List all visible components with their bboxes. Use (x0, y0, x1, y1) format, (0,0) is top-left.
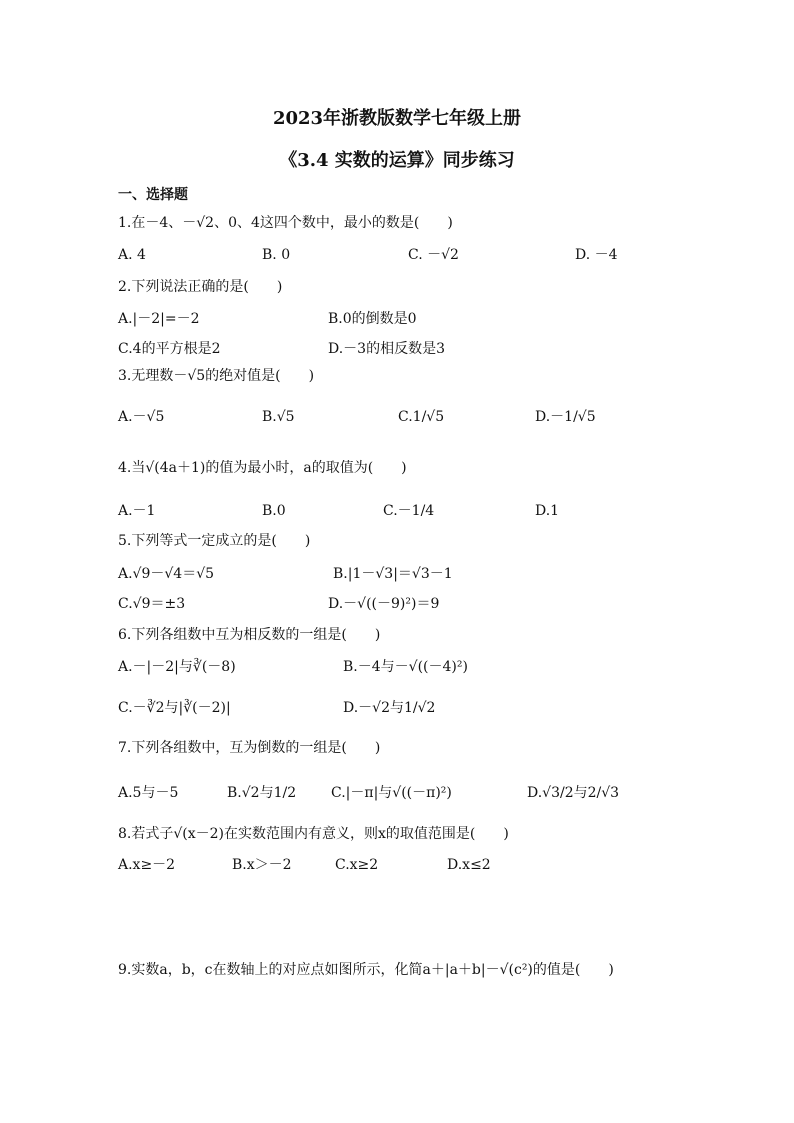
q3-option-a: A.－√5 (118, 409, 165, 425)
question-3-stem: 3.无理数－√5的绝对值是( ) (118, 368, 315, 384)
question-2-stem: 2.下列说法正确的是( ) (118, 279, 283, 295)
q5-option-d: D.－√((－9)²)＝9 (328, 596, 440, 612)
q1-option-d: D. －4 (575, 247, 618, 263)
q8-option-b: B.x＞－2 (232, 857, 292, 873)
q5-option-b: B.|1－√3|＝√3－1 (333, 566, 453, 582)
q1-option-c: C. －√2 (408, 247, 459, 263)
q8-option-c: C.x≥2 (335, 857, 379, 873)
q4-option-a: A.－1 (118, 503, 156, 519)
page-title: 2023年浙教版数学七年级上册 (272, 108, 522, 129)
q6-option-a: A.－|－2|与∛(－8) (118, 659, 236, 675)
q6-option-d: D.－√2与1/√2 (343, 700, 436, 716)
q5-option-a: A.√9－√4＝√5 (118, 566, 215, 582)
q7-option-b: B.√2与1/2 (227, 785, 297, 801)
q3-option-d: D.－1/√5 (535, 409, 596, 425)
question-7-stem: 7.下列各组数中，互为倒数的一组是( ) (118, 740, 381, 756)
q5-option-c: C.√9＝±3 (118, 596, 186, 612)
page-subtitle: 《3.4 实数的运算》同步练习 (279, 150, 515, 171)
question-6-stem: 6.下列各组数中互为相反数的一组是( ) (118, 627, 381, 643)
q4-option-b: B.0 (262, 503, 286, 519)
q7-option-c: C.|－π|与√((－π)²) (331, 785, 452, 801)
q4-option-d: D.1 (535, 503, 560, 519)
question-9-stem: 9.实数a，b，c在数轴上的对应点如图所示，化简a＋|a＋b|－√(c²)的值是( ) (118, 962, 614, 978)
q2-option-c: C.4的平方根是2 (118, 341, 221, 357)
q3-option-c: C.1/√5 (398, 409, 445, 425)
question-4-stem: 4.当√(4a＋1)的值为最小时，a的取值为( ) (118, 460, 407, 476)
q8-option-a: A.x≥－2 (118, 857, 176, 873)
question-1-stem: 1.在－4、－√2、0、4这四个数中，最小的数是( ) (118, 215, 453, 231)
question-8-stem: 8.若式子√(x－2)在实数范围内有意义，则x的取值范围是( ) (118, 826, 509, 842)
q1-option-a: A. 4 (118, 247, 146, 263)
q7-option-d: D.√3/2与2/√3 (527, 785, 620, 801)
q1-option-b: B. 0 (262, 247, 291, 263)
q2-option-a: A.|－2|=－2 (118, 311, 200, 327)
q6-option-b: B.－4与－√((－4)²) (343, 659, 468, 675)
section-heading: 一、选择题 (118, 187, 188, 203)
q2-option-d: D.－3的相反数是3 (328, 341, 445, 357)
q4-option-c: C.－1/4 (383, 503, 435, 519)
q2-option-b: B.0的倒数是0 (328, 311, 417, 327)
q3-option-b: B.√5 (262, 409, 295, 425)
q6-option-c: C.－∛2与|∛(－2)| (118, 700, 231, 716)
q7-option-a: A.5与－5 (118, 785, 179, 801)
q8-option-d: D.x≤2 (447, 857, 491, 873)
question-5-stem: 5.下列等式一定成立的是( ) (118, 533, 311, 549)
